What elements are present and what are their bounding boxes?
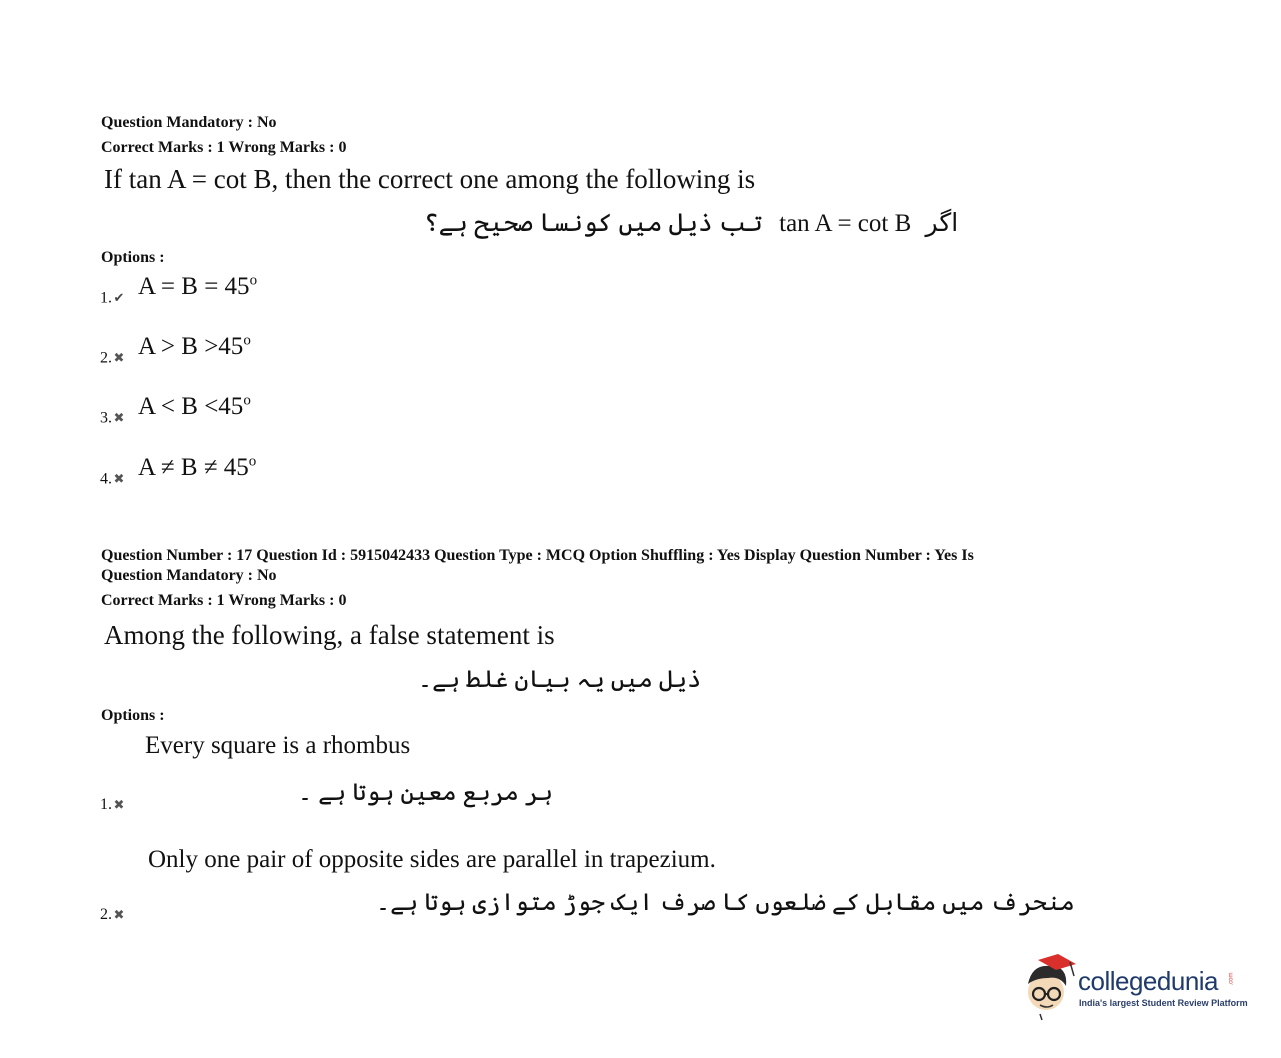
option-text: $A = B = 45^o$ xyxy=(138,273,258,301)
option-number: 2. xyxy=(100,349,112,367)
q17-header: Question Number : 17 Question Id : 5915042433 Question Type : MCQ Option Shuffling : Yes Display Question Number : Yes Is xyxy=(101,547,974,564)
q16-question-ur-prefix: اگر xyxy=(925,210,959,237)
option-number: 4. xyxy=(100,470,112,488)
q17-marks: Correct Marks : 1 Wrong Marks : 0 xyxy=(101,592,347,609)
q16-question-ur-suffix: تب ذیل میں کونسا صحیح ہے؟ xyxy=(424,210,763,237)
q16-option-2[interactable] xyxy=(100,335,251,369)
q16-question-ur-math: tan A = cot B xyxy=(779,210,912,237)
cross-icon: ✖ xyxy=(113,907,125,922)
q16-option-1[interactable] xyxy=(100,275,257,309)
option-text-ur: منحرف میں مقابل کے ضلعوں کا صرف ایک جوڑ متوازی ہوتا ہے۔ xyxy=(376,890,1075,916)
q17-mandatory: Question Mandatory : No xyxy=(101,567,277,584)
check-icon: ✔ xyxy=(113,290,125,306)
option-text: $A > B >45^o$ xyxy=(138,333,251,361)
cross-icon: ✖ xyxy=(113,350,125,366)
cross-icon: ✖ xyxy=(113,471,125,487)
option-text-en: Only one pair of opposite sides are parallel in trapezium. xyxy=(148,846,716,873)
option-number: 1. xyxy=(100,289,112,307)
option-number: 3. xyxy=(100,409,112,427)
q16-option-3[interactable] xyxy=(100,395,251,429)
option-text: $A < B <45^o$ xyxy=(138,393,251,421)
cross-icon: ✖ xyxy=(113,797,125,812)
q16-question-en: If tan A = cot B, then the correct one among the following is xyxy=(104,164,756,194)
q16-marks: Correct Marks : 1 Wrong Marks : 0 xyxy=(101,139,347,156)
option-text-ur: ہر مربع معین ہوتا ہے ۔ xyxy=(298,780,553,806)
option-number: 1. xyxy=(100,796,112,813)
q17-question-en: Among the following, a false statement is xyxy=(104,620,555,650)
cross-icon: ✖ xyxy=(113,410,125,426)
q16-mandatory: Question Mandatory : No xyxy=(101,114,277,131)
q16-option-4[interactable] xyxy=(100,456,256,490)
q17-question-ur: ذیل میں یہ بیان غلط ہے۔ xyxy=(418,667,702,693)
logo-suffix: .com xyxy=(1228,972,1235,986)
q16-options-label: Options : xyxy=(101,249,165,266)
option-text: $A \ne B \ne 45^o$ xyxy=(138,454,257,482)
q16-question-ur xyxy=(424,209,958,239)
logo-tagline: India's largest Student Review Platform xyxy=(1079,998,1248,1008)
mascot-icon xyxy=(1020,952,1080,1022)
q17-option-1[interactable] xyxy=(100,730,820,820)
option-number: 2. xyxy=(100,906,112,923)
collegedunia-logo xyxy=(1020,952,1248,1022)
q17-options-label: Options : xyxy=(101,707,165,724)
logo-name: collegedunia xyxy=(1078,966,1219,996)
q17-option-2[interactable] xyxy=(100,844,1075,929)
option-text-en: Every square is a rhombus xyxy=(145,732,411,759)
